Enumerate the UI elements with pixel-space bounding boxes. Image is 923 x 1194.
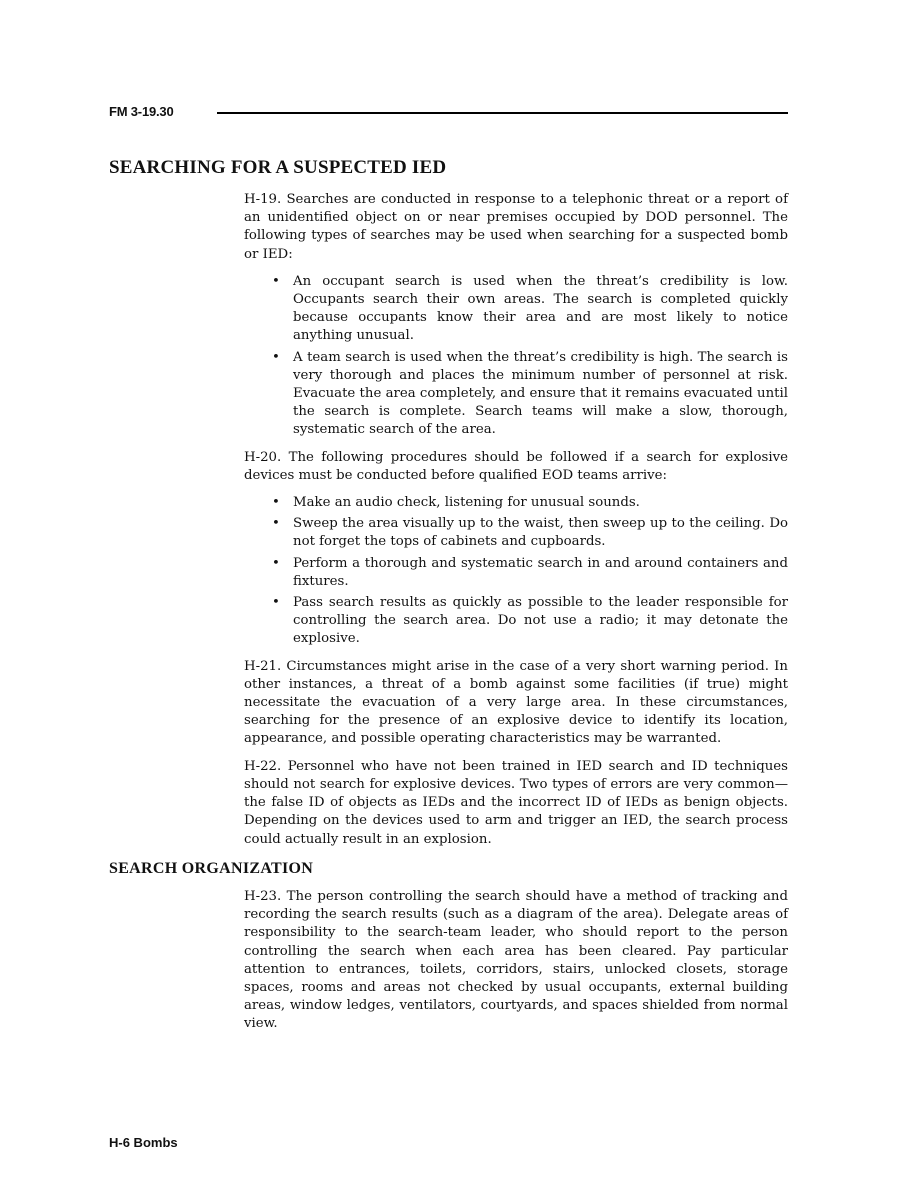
subsection-title: SEARCH ORGANIZATION: [109, 860, 314, 877]
list-item: • An occupant search is used when the threat’s credibility is low. Occupants search their own areas. The search is completed quickly because occupants know their area and are most likely to notice anything unusual.: [244, 273, 788, 346]
list-item: • Perform a thorough and systematic search in and around containers and fixtures.: [244, 555, 788, 591]
paragraph-h20: H-20. The following procedures should be followed if a search for explosive devices must be conducted before qualified EOD teams arrive:: [244, 449, 788, 483]
manual-code: FM 3-19.30: [109, 104, 174, 119]
search-types-list: [244, 273, 788, 440]
section-title: SEARCHING FOR A SUSPECTED IED: [109, 157, 447, 178]
list-item: • Pass search results as quickly as possible to the leader responsible for controlling the search area. Do not use a radio; it may detonate the explosive.: [244, 594, 788, 649]
paragraph-h21: H-21. Circumstances might arise in the case of a very short warning period. In other instances, a threat of a bomb against some facilities (if true) might necessitate the evacuation of a very large area. In these circumstances, searching for the presence of an explosive device to identify its location, appearance, and possible operating characteristics may be warranted.: [244, 658, 788, 747]
paragraph-h19: H-19. Searches are conducted in response to a telephonic threat or a report of an unidentified object on or near premises occupied by DOD personnel. The following types of searches may be used when searching for a suspected bomb or IED:: [244, 192, 788, 262]
paragraph-h22: H-22. Personnel who have not been trained in IED search and ID techniques should not search for explosive devices. Two types of errors are very common—the false ID of objects as IEDs and the incorrect ID of IEDs as benign objects. Depending on the devices used to arm and trigger an IED, the search process could actually result in an explosion.: [244, 758, 788, 847]
section-body: [244, 191, 788, 849]
page-header: [109, 104, 788, 124]
subsection-body: [244, 888, 788, 1034]
list-item: • A team search is used when the threat’s credibility is high. The search is very thorough and places the minimum number of personnel at risk. Evacuate the area completely, and ensure that it remains evacuated until the search is complete. Search teams will make a slow, thorough, systematic search of the area.: [244, 349, 788, 440]
paragraph-h23: H-23. The person controlling the search should have a method of tracking and recording the search results (such as a diagram of the area). Delegate areas of responsibility to the search-team leader, who should report to the person controlling the search when each area has been cleared. Pay particular attention to entrances, toilets, corridors, stairs, unlocked closets, storage spaces, rooms and areas not checked by usual occupants, external building areas, window ledges, ventilators, courtyards, and spaces shielded from normal view.: [244, 889, 788, 1032]
header-rule: [217, 112, 788, 114]
procedures-list: [244, 494, 788, 649]
list-item: • Make an audio check, listening for unusual sounds.: [244, 494, 788, 512]
page-footer: H-6 Bombs: [109, 1135, 178, 1150]
list-item: • Sweep the area visually up to the waist, then sweep up to the ceiling. Do not forget the tops of cabinets and cupboards.: [244, 515, 788, 551]
